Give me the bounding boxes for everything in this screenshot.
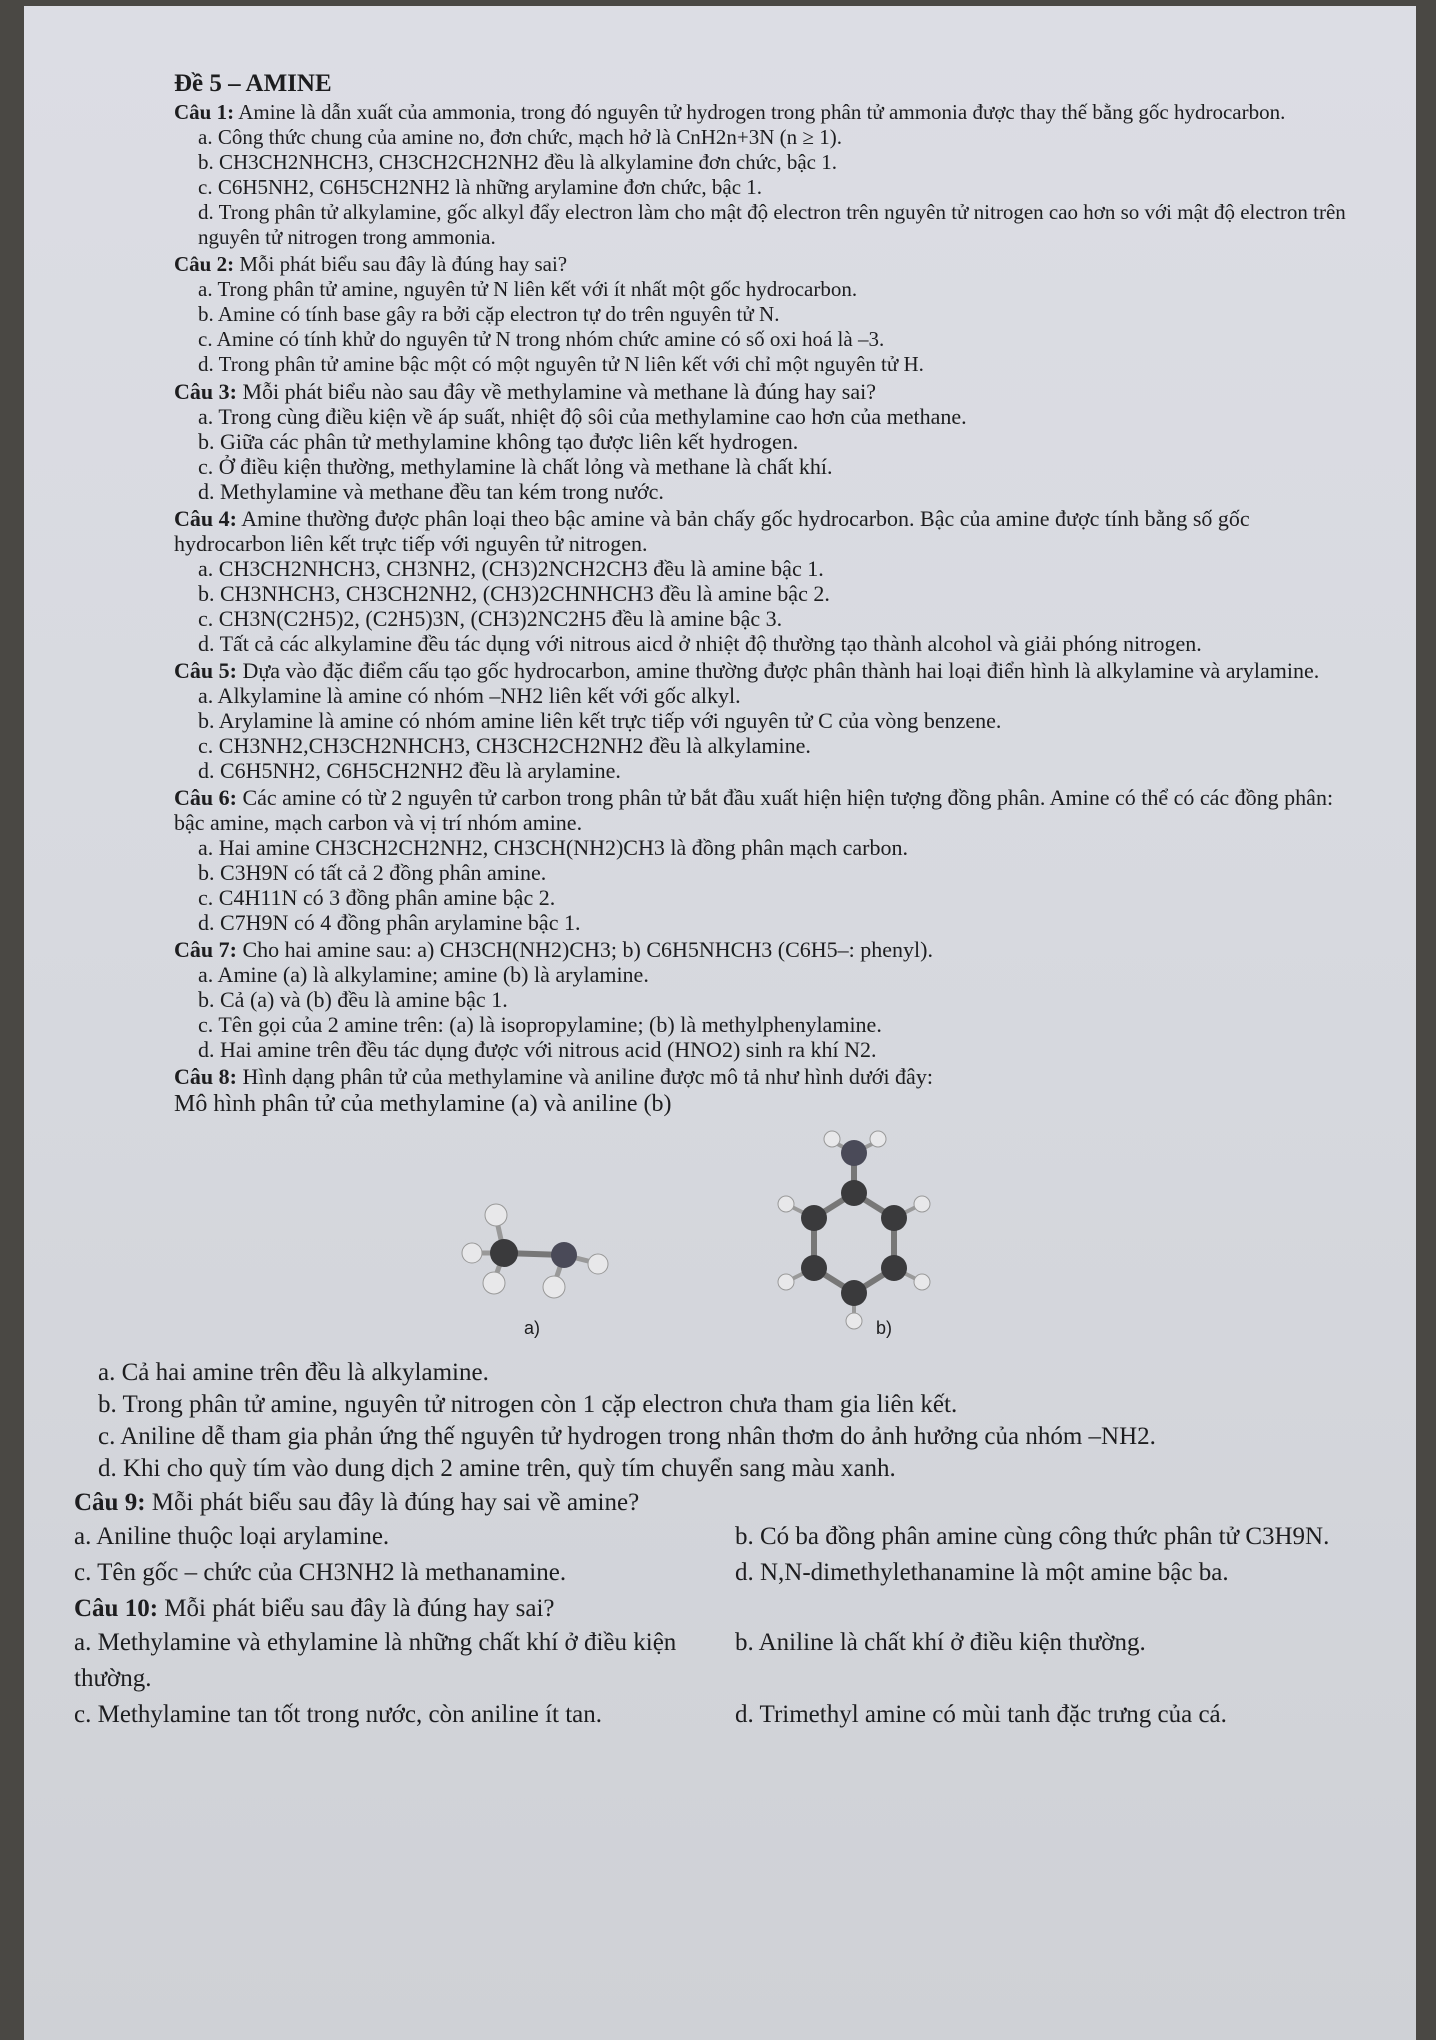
molecule-figure — [404, 1123, 1104, 1353]
option-b: b. Trong phân tử amine, nguyên tử nitrogen còn 1 cặp electron chưa tham gia liên kết. — [98, 1391, 958, 1418]
option-a: a. Trong cùng điều kiện về áp suất, nhiệt độ sôi của methylamine cao hơn của methane. — [198, 404, 967, 429]
option-a: a. Cả hai amine trên đều là alkylamine. — [98, 1359, 489, 1386]
question-2 — [174, 252, 1356, 377]
question-9 — [74, 1487, 1356, 1591]
question-1 — [174, 100, 1356, 250]
question-stem: Các amine có từ 2 nguyên tử carbon trong phân tử bắt đầu xuất hiện hiện tượng đồng phân. Amine có thể có các đồng phân: bậc amine, mạch carbon và vị trí nhóm amine. — [174, 785, 1334, 835]
option-c: c. C6H5NH2, C6H5CH2NH2 là những arylamine đơn chức, bậc 1. — [198, 175, 763, 199]
option-c: c. Tên gọi của 2 amine trên: (a) là isopropylamine; (b) là methylphenylamine. — [198, 1012, 882, 1037]
option-a: a. Hai amine CH3CH2CH2NH2, CH3CH(NH2)CH3 là đồng phân mạch carbon. — [198, 835, 908, 860]
option-b: b. Có ba đồng phân amine cùng công thức phân tử C3H9N. — [735, 1523, 1330, 1550]
option-d: d. Trong phân tử amine bậc một có một nguyên tử N liên kết với chỉ một nguyên tử H. — [198, 352, 924, 376]
molecule-models-svg — [404, 1123, 1104, 1353]
option-a: a. CH3CH2NHCH3, CH3NH2, (CH3)2NCH2CH3 đều là amine bậc 1. — [198, 556, 824, 581]
question-4 — [174, 506, 1356, 656]
question-6 — [174, 785, 1356, 935]
option-b: b. C3H9N có tất cả 2 đồng phân amine. — [198, 860, 547, 885]
question-stem: Dựa vào đặc điểm cấu tạo gốc hydrocarbon, amine thường được phân thành hai loại điển hình là alkylamine và arylamine. — [242, 658, 1320, 683]
option-d: d. Trimethyl amine có mùi tanh đặc trưng của cá. — [735, 1701, 1227, 1728]
option-a: a. Aniline thuộc loại arylamine. — [74, 1523, 390, 1550]
aniline-model — [778, 1131, 930, 1329]
option-a: a. Alkylamine là amine có nhóm –NH2 liên kết với gốc alkyl. — [198, 683, 741, 708]
figure-label-a: a) — [524, 1318, 541, 1338]
option-d: d. C7H9N có 4 đồng phân arylamine bậc 1. — [198, 910, 581, 935]
figure-caption: Mô hình phân tử của methylamine (a) và aniline (b) — [174, 1091, 672, 1117]
option-c: c. Ở điều kiện thường, methylamine là chất lỏng và methane là chất khí. — [198, 454, 833, 479]
question-number: Câu 9: — [74, 1489, 146, 1516]
question-stem: Mỗi phát biểu sau đây là đúng hay sai? — [164, 1595, 555, 1622]
option-d: d. Hai amine trên đều tác dụng được với nitrous acid (HNO2) sinh ra khí N2. — [198, 1037, 877, 1062]
option-b: b. Arylamine là amine có nhóm amine liên kết trực tiếp với nguyên tử C của vòng benzene. — [198, 708, 1002, 733]
option-c: c. Aniline dễ tham gia phản ứng thế nguyên tử hydrogen trong nhân thơm do ảnh hưởng của nhóm –NH2. — [98, 1423, 1156, 1450]
worksheet-page — [24, 6, 1416, 2040]
option-d: d. Tất cả các alkylamine đều tác dụng với nitrous aicd ở nhiệt độ thường tạo thành alcohol và giải phóng nitrogen. — [198, 631, 1202, 656]
question-number: Câu 2: — [174, 252, 235, 276]
option-c: c. CH3NH2,CH3CH2NHCH3, CH3CH2CH2NH2 đều là alkylamine. — [198, 733, 811, 758]
question-stem: Mỗi phát biểu sau đây là đúng hay sai? — [239, 252, 568, 276]
option-b: b. Amine có tính base gây ra bởi cặp electron tự do trên nguyên tử N. — [198, 302, 780, 326]
methylamine-model — [462, 1204, 608, 1298]
question-10 — [74, 1593, 1356, 1733]
question-number: Câu 4: — [174, 506, 237, 531]
question-5 — [174, 658, 1356, 783]
option-b: b. Giữa các phân tử methylamine không tạo được liên kết hydrogen. — [198, 429, 799, 454]
option-c: c. C4H11N có 3 đồng phân amine bậc 2. — [198, 885, 556, 910]
figure-label-b: b) — [876, 1318, 893, 1338]
option-c: c. CH3N(C2H5)2, (C2H5)3N, (CH3)2NC2H5 đều là amine bậc 3. — [198, 606, 783, 631]
option-a: a. Trong phân tử amine, nguyên tử N liên kết với ít nhất một gốc hydrocarbon. — [198, 277, 858, 301]
question-number: Câu 7: — [174, 937, 237, 962]
question-stem: Hình dạng phân tử của methylamine và aniline được mô tả như hình dưới đây: — [242, 1064, 933, 1089]
option-b: b. CH3NHCH3, CH3CH2NH2, (CH3)2CHNHCH3 đều là amine bậc 2. — [198, 581, 830, 606]
option-b: b. Cả (a) và (b) đều là amine bậc 1. — [198, 987, 508, 1012]
question-number: Câu 8: — [174, 1064, 237, 1089]
question-stem: Mỗi phát biểu sau đây là đúng hay sai về amine? — [151, 1489, 640, 1516]
option-d: d. Methylamine và methane đều tan kém trong nước. — [198, 479, 664, 504]
option-c: c. Tên gốc – chức của CH3NH2 là methanamine. — [74, 1559, 567, 1586]
question-number: Câu 1: — [174, 100, 235, 124]
page-title: Đề 5 – AMINE — [174, 70, 332, 97]
question-8 — [98, 1064, 1356, 1485]
question-number: Câu 10: — [74, 1595, 159, 1622]
option-b: b. CH3CH2NHCH3, CH3CH2CH2NH2 đều là alkylamine đơn chức, bậc 1. — [198, 150, 837, 174]
option-a: a. Công thức chung của amine no, đơn chức, mạch hở là CnH2n+3N (n ≥ 1). — [198, 125, 842, 149]
option-c: c. Methylamine tan tốt trong nước, còn aniline ít tan. — [74, 1701, 603, 1728]
question-number: Câu 3: — [174, 379, 237, 404]
question-number: Câu 6: — [174, 785, 237, 810]
question-stem: Cho hai amine sau: a) CH3CH(NH2)CH3; b) C6H5NHCH3 (C6H5–: phenyl). — [242, 937, 933, 962]
question-7 — [174, 937, 1356, 1062]
option-a: a. Amine (a) là alkylamine; amine (b) là arylamine. — [198, 962, 649, 987]
option-d: d. N,N-dimethylethanamine là một amine bậc ba. — [735, 1559, 1229, 1586]
option-b: b. Aniline là chất khí ở điều kiện thường. — [735, 1629, 1146, 1656]
option-d: d. C6H5NH2, C6H5CH2NH2 đều là arylamine. — [198, 758, 621, 783]
option-d: d. Trong phân tử alkylamine, gốc alkyl đẩy electron làm cho mật độ electron trên nguyên tử nitrogen cao hơn so với mật độ electron trên nguyên tử nitrogen trong ammonia. — [198, 200, 1346, 249]
question-stem: Amine là dẫn xuất của ammonia, trong đó nguyên tử hydrogen trong phân tử ammonia được thay thế bằng gốc hydrocarbon. — [238, 100, 1286, 124]
option-a: a. Methylamine và ethylamine là những chất khí ở điều kiện thường. — [74, 1629, 677, 1692]
question-number: Câu 5: — [174, 658, 237, 683]
option-c: c. Amine có tính khử do nguyên tử N trong nhóm chức amine có số oxi hoá là –3. — [198, 327, 885, 351]
question-3 — [174, 379, 1356, 504]
option-d: d. Khi cho quỳ tím vào dung dịch 2 amine trên, quỳ tím chuyển sang màu xanh. — [98, 1455, 896, 1482]
question-stem: Mỗi phát biểu nào sau đây về methylamine và methane là đúng hay sai? — [242, 379, 876, 404]
question-stem: Amine thường được phân loại theo bậc amine và bản chấy gốc hydrocarbon. Bậc của amine được tính bằng số gốc hydrocarbon liên kết trực tiếp với nguyên tử nitrogen. — [174, 506, 1250, 556]
